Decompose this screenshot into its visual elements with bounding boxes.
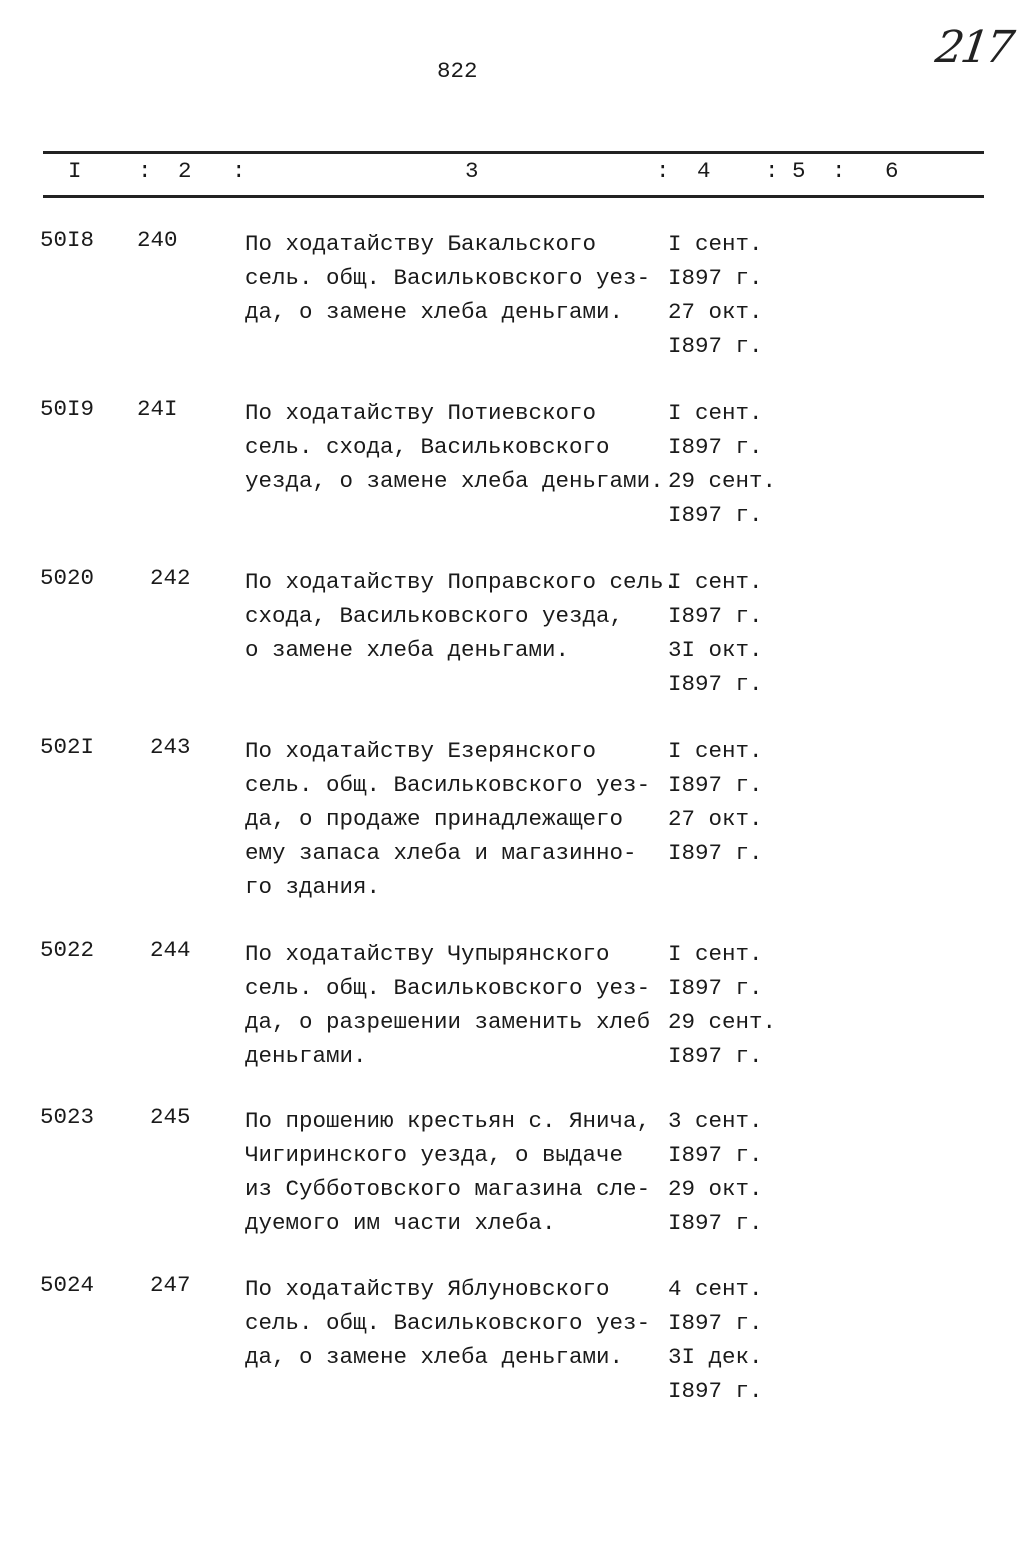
record-number: 50I8 <box>40 227 95 253</box>
date-line: I897 г. <box>668 502 763 528</box>
header-col-2: 2 <box>178 158 192 184</box>
dates <box>668 565 763 701</box>
description-line: По ходатайству Поправского сель. <box>245 569 678 595</box>
dates <box>668 734 763 870</box>
dates <box>668 1104 763 1240</box>
date-line: 27 окт. <box>668 299 763 325</box>
header-top-rule <box>43 151 984 154</box>
date-line: I897 г. <box>668 1310 763 1336</box>
header-col-5: 5 <box>792 158 806 184</box>
dates <box>668 227 763 363</box>
date-line: I897 г. <box>668 434 763 460</box>
record-number: 50I9 <box>40 396 95 422</box>
description-line: сель. схода, Васильковского <box>245 434 610 460</box>
description <box>245 1104 650 1240</box>
description-line: уезда, о замене хлеба деньгами. <box>245 468 664 494</box>
date-line: 29 сент. <box>668 468 777 494</box>
header-col-4: 4 <box>697 158 711 184</box>
record-number: 502I <box>40 734 95 760</box>
record-number: 5020 <box>40 565 95 591</box>
description-line: По прошению крестьян с. Янича, <box>245 1108 651 1134</box>
date-line: 4 сент. <box>668 1276 763 1302</box>
page-number: 822 <box>437 58 478 84</box>
sub-number: 243 <box>150 734 191 760</box>
sub-number: 247 <box>150 1272 191 1298</box>
description-line: По ходатайству Езерянского <box>245 738 597 764</box>
description-line: о замене хлеба деньгами. <box>245 637 570 663</box>
date-line: I897 г. <box>668 265 763 291</box>
header-sep: : <box>138 158 152 184</box>
description-line: По ходатайству Чупырянского <box>245 941 610 967</box>
description-line: да, о разрешении заменить хлеб <box>245 1009 651 1035</box>
date-line: 3I окт. <box>668 637 763 663</box>
sub-number: 245 <box>150 1104 191 1130</box>
date-line: 3 сент. <box>668 1108 763 1134</box>
description <box>245 227 650 329</box>
dates <box>668 937 776 1073</box>
date-line: I897 г. <box>668 333 763 359</box>
record-number: 5023 <box>40 1104 95 1130</box>
dates <box>668 1272 763 1408</box>
sub-number: 242 <box>150 565 191 591</box>
description-line: По ходатайству Потиевского <box>245 400 597 426</box>
description <box>245 565 677 667</box>
description-line: сель. общ. Васильковского уез- <box>245 1310 651 1336</box>
header-sep: : <box>232 158 246 184</box>
description-line: деньгами. <box>245 1043 367 1069</box>
header-sep: : <box>765 158 779 184</box>
description-line: да, о замене хлеба деньгами. <box>245 1344 624 1370</box>
handwritten-sheet-number: 217 <box>932 22 1015 73</box>
date-line: 27 окт. <box>668 806 763 832</box>
date-line: I897 г. <box>668 1210 763 1236</box>
description-line: сель. общ. Васильковского уез- <box>245 772 651 798</box>
description-line: ему запаса хлеба и магазинно- <box>245 840 637 866</box>
date-line: I сент. <box>668 941 763 967</box>
description-line: сель. общ. Васильковского уез- <box>245 975 651 1001</box>
date-line: I сент. <box>668 738 763 764</box>
description-line: да, о замене хлеба деньгами. <box>245 299 624 325</box>
description <box>245 734 650 904</box>
sub-number: 240 <box>137 227 178 253</box>
date-line: I сент. <box>668 231 763 257</box>
header-sep: : <box>656 158 670 184</box>
sub-number: 244 <box>150 937 191 963</box>
date-line: I897 г. <box>668 1378 763 1404</box>
date-line: 29 сент. <box>668 1009 777 1035</box>
description <box>245 1272 650 1374</box>
description-line: из Субботовского магазина сле- <box>245 1176 651 1202</box>
description-line: дуемого им части хлеба. <box>245 1210 556 1236</box>
date-line: 3I дек. <box>668 1344 763 1370</box>
date-line: I897 г. <box>668 671 763 697</box>
description-line: го здания. <box>245 874 381 900</box>
description-line: схода, Васильковского уезда, <box>245 603 624 629</box>
header-sep: : <box>832 158 846 184</box>
date-line: I897 г. <box>668 840 763 866</box>
header-col-3: 3 <box>465 158 479 184</box>
record-number: 5022 <box>40 937 95 963</box>
sub-number: 24I <box>137 396 178 422</box>
header-col-1: I <box>68 158 82 184</box>
date-line: I897 г. <box>668 1043 763 1069</box>
description-line: По ходатайству Бакальского <box>245 231 597 257</box>
date-line: I897 г. <box>668 975 763 1001</box>
description <box>245 396 664 498</box>
description-line: сель. общ. Васильковского уез- <box>245 265 651 291</box>
record-number: 5024 <box>40 1272 95 1298</box>
date-line: I сент. <box>668 569 763 595</box>
date-line: 29 окт. <box>668 1176 763 1202</box>
date-line: I897 г. <box>668 1142 763 1168</box>
date-line: I897 г. <box>668 772 763 798</box>
header-col-6: 6 <box>885 158 899 184</box>
description-line: Чигиринского уезда, о выдаче <box>245 1142 624 1168</box>
date-line: I сент. <box>668 400 763 426</box>
date-line: I897 г. <box>668 603 763 629</box>
description-line: По ходатайству Яблуновского <box>245 1276 610 1302</box>
header-bottom-rule <box>43 195 984 198</box>
description <box>245 937 650 1073</box>
description-line: да, о продаже принадлежащего <box>245 806 624 832</box>
dates <box>668 396 776 532</box>
